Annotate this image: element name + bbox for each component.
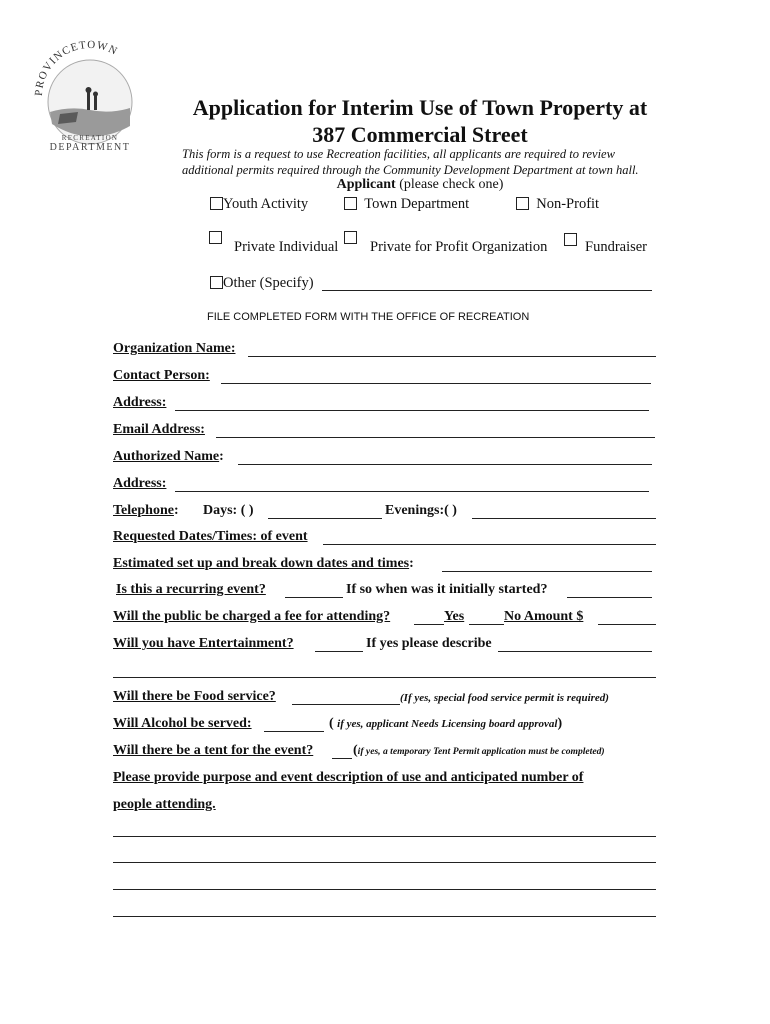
fee-label: Will the public be charged a fee for attending? [113, 609, 391, 624]
initially-label: If so when was it initially started? [346, 582, 548, 597]
email-address-label: Email Address: [113, 422, 205, 437]
address-label: Address: [113, 395, 167, 410]
evenings-line[interactable] [472, 518, 656, 519]
recurring-label: Is this a recurring event? [116, 582, 266, 597]
setup-label: Estimated set up and break down dates and times: [113, 556, 414, 571]
org-name-label: Organization Name: [113, 341, 236, 356]
option-non-profit[interactable] [516, 196, 599, 213]
file-notice: FILE COMPLETED FORM WITH THE OFFICE OF RECREATION [207, 311, 530, 323]
alcohol-note: if yes, applicant Needs Licensing board approval [337, 718, 558, 730]
food-label: Will there be Food service? [113, 689, 276, 704]
entertainment-label: Will you have Entertainment? [113, 636, 294, 651]
fee-no-amount-label: No Amount $ [504, 609, 584, 624]
non-profit-label: Non-Profit [536, 196, 600, 212]
setup-line[interactable] [442, 571, 652, 572]
address-line[interactable] [175, 410, 649, 411]
purpose-line-1[interactable] [113, 836, 656, 837]
purpose-line-4[interactable] [113, 916, 656, 917]
town-department-checkbox[interactable] [344, 197, 357, 210]
tent-label: Will there be a tent for the event? [113, 743, 314, 758]
food-line[interactable] [292, 704, 400, 705]
private-individual-checkbox[interactable] [209, 231, 222, 244]
purpose-label-2: people attending. [113, 797, 216, 812]
fee-line[interactable] [414, 624, 444, 625]
telephone-label: Telephone: [113, 503, 179, 518]
town-department-label: Town Department [364, 196, 470, 212]
other-checkbox[interactable] [210, 276, 223, 289]
amount-line[interactable] [598, 624, 656, 625]
purpose-label-1: Please provide purpose and event description of use and anticipated number of [113, 770, 584, 785]
fundraiser-label: Fundraiser [585, 239, 648, 255]
other-label: Other (Specify) [223, 275, 314, 291]
logo-dept-line2: DEPARTMENT [49, 142, 131, 153]
recurring-line[interactable] [285, 597, 343, 598]
contact-person-label: Contact Person: [113, 368, 210, 383]
alcohol-note-wrap: ( if yes, applicant Needs Licensing board approval) [329, 716, 563, 731]
entertainment-line[interactable] [315, 651, 363, 652]
page-title-line1: Application for Interim Use of Town Property at [192, 95, 648, 120]
purpose-line-3[interactable] [113, 889, 656, 890]
page-title-line2: 387 Commercial Street [312, 122, 528, 147]
org-name-line[interactable] [248, 356, 656, 357]
applicant-note: (please check one) [395, 177, 504, 192]
private-profit-checkbox[interactable] [344, 231, 357, 244]
fundraiser-checkbox[interactable] [564, 233, 577, 246]
describe-line-2[interactable] [113, 677, 656, 678]
requested-dates-line[interactable] [323, 544, 656, 545]
address-2-line[interactable] [175, 491, 649, 492]
evenings-label: Evenings:( ) [385, 503, 457, 518]
initially-line[interactable] [567, 597, 652, 598]
tent-note: if yes, a temporary Tent Permit application must be completed) [357, 746, 605, 757]
food-note: (If yes, special food service permit is required) [400, 692, 609, 704]
purpose-line-2[interactable] [113, 862, 656, 863]
intro-line2: additional permits required through the Community Development Department at town hall. [182, 163, 639, 177]
tent-line[interactable] [332, 758, 352, 759]
private-profit-label: Private for Profit Organization [370, 239, 548, 255]
days-label: Days: ( ) [203, 503, 254, 518]
email-address-line[interactable] [216, 437, 655, 438]
logo-arc-text: PROVINCETOWN [32, 38, 120, 97]
alcohol-line[interactable] [264, 731, 324, 732]
requested-dates-label: Requested Dates/Times: of event [113, 529, 308, 544]
applicant-heading [160, 177, 680, 193]
private-individual-label: Private Individual [234, 239, 339, 255]
describe-line[interactable] [498, 651, 652, 652]
other-specify-line[interactable] [322, 290, 652, 291]
logo-dept-line1: RECREATION [61, 134, 119, 142]
option-youth-activity[interactable] [210, 196, 308, 213]
tent-note-wrap: (if yes, a temporary Tent Permit application must be completed) [353, 743, 605, 758]
describe-label: If yes please describe [366, 636, 492, 651]
non-profit-checkbox[interactable] [516, 197, 529, 210]
fee-yes-label: Yes [444, 609, 465, 624]
youth-activity-checkbox[interactable] [210, 197, 223, 210]
youth-activity-label: Youth Activity [223, 196, 309, 212]
intro-line1: This form is a request to use Recreation facilities, all applicants are required to review [182, 147, 615, 161]
fee-yes-line[interactable] [469, 624, 504, 625]
recreation-department-logo [30, 30, 148, 160]
applicant-bold: Applicant [336, 177, 396, 192]
option-town-department[interactable] [344, 196, 469, 213]
authorized-name-label: Authorized Name: [113, 449, 224, 464]
intro-text [182, 146, 662, 178]
option-other[interactable] [210, 275, 314, 292]
days-line[interactable] [268, 518, 382, 519]
authorized-name-line[interactable] [238, 464, 652, 465]
alcohol-label: Will Alcohol be served: [113, 716, 252, 731]
address-2-label: Address: [113, 476, 167, 491]
contact-person-line[interactable] [221, 383, 651, 384]
